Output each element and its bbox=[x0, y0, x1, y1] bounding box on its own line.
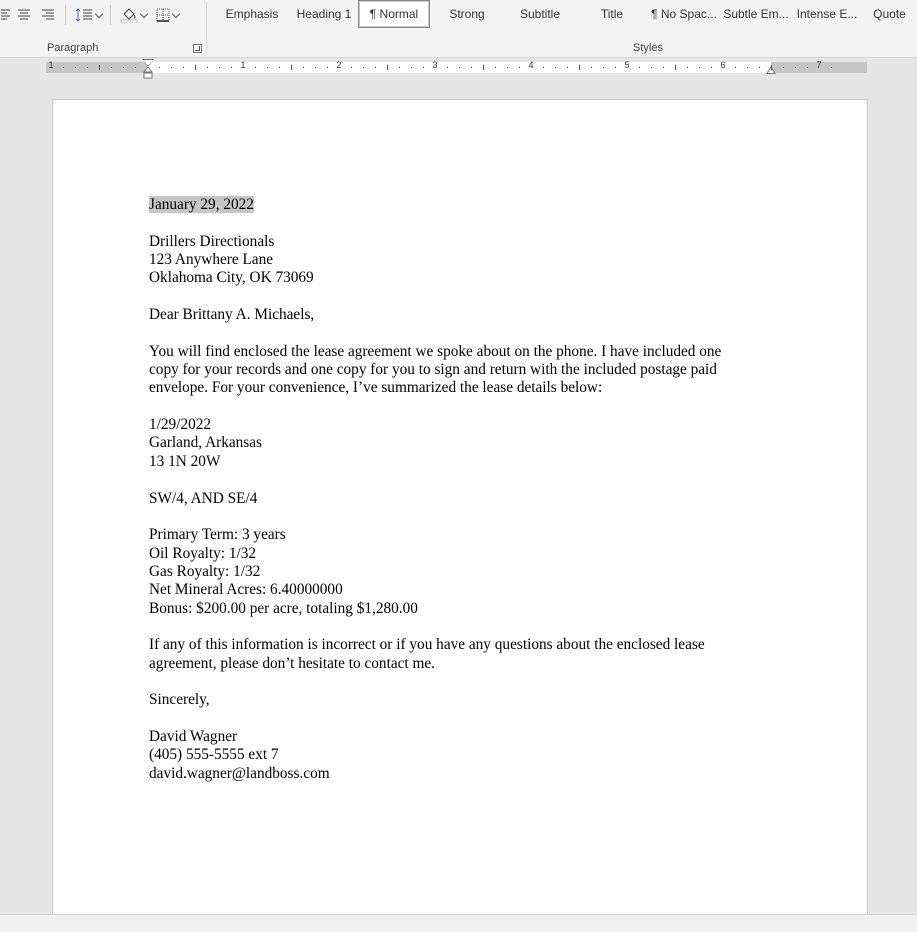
chevron-down-icon bbox=[171, 9, 179, 17]
ruler-tick bbox=[135, 67, 136, 68]
ruler-tick bbox=[183, 67, 184, 68]
align-center-icon bbox=[17, 9, 31, 21]
ruler-tick bbox=[423, 67, 424, 68]
ruler-tick bbox=[87, 67, 88, 68]
ruler-number: 4 bbox=[528, 60, 534, 70]
ruler-tick bbox=[783, 67, 784, 68]
ruler-number: 6 bbox=[720, 60, 726, 70]
ruler-tick bbox=[807, 67, 808, 68]
lease-section: 13 1N 20W bbox=[149, 452, 221, 470]
paragraph-group-label: Paragraph bbox=[47, 42, 99, 54]
ruler-tick bbox=[267, 67, 268, 68]
ruler-tick bbox=[123, 67, 124, 68]
ruler-bar bbox=[0, 59, 917, 79]
blank-line bbox=[149, 214, 789, 232]
document-page[interactable] bbox=[52, 99, 868, 932]
line-spacing-button[interactable] bbox=[71, 4, 105, 26]
ruler-tick bbox=[687, 67, 688, 68]
ruler-tick bbox=[699, 67, 700, 68]
ruler-tick bbox=[291, 65, 292, 70]
ruler-tick bbox=[63, 67, 64, 68]
chevron-down-icon bbox=[94, 9, 102, 17]
ruler-tick bbox=[675, 65, 676, 70]
ruler-tick bbox=[747, 67, 748, 68]
blank-line bbox=[149, 618, 789, 636]
ruler-tick bbox=[771, 65, 772, 70]
group-divider bbox=[206, 2, 207, 54]
style-emphasis[interactable]: Emphasis bbox=[225, 7, 279, 21]
ruler-tick bbox=[195, 65, 196, 70]
closing-paragraph-line: If any of this information is incorrect or if you have any questions about the enclosed lease bbox=[149, 636, 705, 654]
ruler-tick bbox=[315, 67, 316, 68]
lease-date: 1/29/2022 bbox=[149, 416, 212, 434]
lease-county: Garland, Arkansas bbox=[149, 434, 262, 452]
ruler-tick bbox=[219, 67, 220, 68]
ruler-tick bbox=[363, 67, 364, 68]
align-left-icon bbox=[1, 9, 11, 21]
recipient-company: Drillers Directionals bbox=[149, 232, 275, 250]
ruler-tick bbox=[411, 67, 412, 68]
blank-line bbox=[149, 398, 789, 416]
ruler-tick bbox=[279, 67, 280, 68]
style-normal[interactable]: ¶ Normal bbox=[358, 0, 430, 28]
ruler-number: 5 bbox=[624, 60, 630, 70]
ruler-tick bbox=[567, 67, 568, 68]
ruler-tick bbox=[639, 67, 640, 68]
style-subtitle[interactable]: Subtitle bbox=[519, 7, 561, 21]
shading-button[interactable] bbox=[116, 4, 150, 26]
ruler-tick bbox=[795, 67, 796, 68]
net-mineral-acres: Net Mineral Acres: 6.40000000 bbox=[149, 581, 343, 599]
ruler-tick bbox=[519, 67, 520, 68]
toolbar-divider bbox=[65, 5, 66, 25]
status-bar bbox=[0, 914, 917, 932]
ribbon bbox=[0, 0, 917, 58]
signer-phone: (405) 555-5555 ext 7 bbox=[149, 746, 279, 764]
align-center-button[interactable] bbox=[12, 4, 36, 26]
intro-paragraph-line: envelope. For your convenience, I’ve summarized the lease details below: bbox=[149, 379, 603, 397]
blank-line bbox=[149, 673, 789, 691]
salutation: Dear Brittany A. Michaels, bbox=[149, 306, 315, 324]
ruler-tick bbox=[459, 67, 460, 68]
first-line-indent-marker-fill bbox=[143, 60, 153, 66]
styles-group-label: Styles bbox=[633, 42, 663, 54]
ruler-tick bbox=[159, 67, 160, 68]
align-right-icon bbox=[41, 9, 55, 21]
letter-date[interactable]: January 29, 2022 bbox=[149, 196, 254, 213]
lease-tract: SW/4, AND SE/4 bbox=[149, 489, 258, 507]
ruler-tick bbox=[711, 67, 712, 68]
blank-line bbox=[149, 710, 789, 728]
ruler-tick bbox=[831, 67, 832, 68]
ruler-number: 3 bbox=[432, 60, 438, 70]
ruler-tick bbox=[603, 67, 604, 68]
ruler-number: 7 bbox=[816, 60, 822, 70]
ruler-tick bbox=[663, 67, 664, 68]
ruler-tick bbox=[555, 67, 556, 68]
ruler-tick bbox=[387, 65, 388, 70]
paragraph-toolbar-row bbox=[0, 4, 184, 26]
valediction: Sincerely, bbox=[149, 691, 210, 709]
paragraph-group bbox=[0, 0, 206, 58]
style-no-spacing[interactable]: ¶ No Spac... bbox=[651, 7, 717, 21]
ruler-number: 1 bbox=[240, 60, 246, 70]
recipient-street: 123 Anywhere Lane bbox=[149, 251, 274, 269]
style-title[interactable]: Title bbox=[600, 7, 624, 21]
document-body[interactable] bbox=[149, 196, 789, 783]
styles-gallery bbox=[214, 0, 917, 30]
ruler-tick bbox=[231, 67, 232, 68]
ruler-tick bbox=[303, 67, 304, 68]
paragraph-dialog-launcher-icon[interactable] bbox=[193, 44, 202, 53]
recipient-city: Oklahoma City, OK 73069 bbox=[149, 269, 314, 287]
ruler-tick bbox=[75, 67, 76, 68]
paint-bucket-icon bbox=[120, 7, 138, 23]
ruler-tick bbox=[495, 67, 496, 68]
toolbar-divider bbox=[110, 5, 111, 25]
ruler-tick bbox=[351, 67, 352, 68]
blank-line bbox=[149, 508, 789, 526]
ruler-tick bbox=[327, 67, 328, 68]
ruler-tick bbox=[483, 65, 484, 70]
ruler-tick bbox=[375, 67, 376, 68]
ruler-tick bbox=[651, 67, 652, 68]
blank-line bbox=[149, 471, 789, 489]
ruler-tick bbox=[543, 67, 544, 68]
borders-button[interactable] bbox=[150, 4, 184, 26]
signer-email: david.wagner@landboss.com bbox=[149, 764, 330, 782]
align-right-button[interactable] bbox=[36, 4, 60, 26]
closing-paragraph-line: agreement, please don’t hesitate to contact me. bbox=[149, 654, 435, 672]
signer-name: David Wagner bbox=[149, 727, 238, 745]
style-intense-emphasis[interactable]: Intense E... bbox=[796, 7, 858, 21]
ruler-tick bbox=[735, 67, 736, 68]
ruler-number: 2 bbox=[336, 60, 342, 70]
ruler-tick bbox=[447, 67, 448, 68]
style-quote[interactable]: Quote bbox=[873, 7, 906, 21]
ruler-tick bbox=[255, 67, 256, 68]
ruler-tick bbox=[507, 67, 508, 68]
blank-line bbox=[149, 324, 789, 342]
style-heading-1[interactable]: Heading 1 bbox=[296, 7, 352, 21]
line-spacing-icon bbox=[75, 8, 93, 22]
ruler-tick bbox=[615, 67, 616, 68]
ruler-tick bbox=[171, 67, 172, 68]
hanging-indent-marker[interactable] bbox=[143, 67, 153, 79]
ruler-tick bbox=[99, 65, 100, 70]
ruler-tick bbox=[759, 67, 760, 68]
ruler-tick bbox=[111, 67, 112, 68]
bonus: Bonus: $200.00 per acre, totaling $1,280.00 bbox=[149, 599, 418, 617]
letter-date-line bbox=[149, 196, 789, 214]
ruler-tick bbox=[591, 67, 592, 68]
ruler-tick bbox=[471, 67, 472, 68]
intro-paragraph-line: copy for your records and one copy for you to sign and return with the included postage paid bbox=[149, 361, 717, 379]
gas-royalty: Gas Royalty: 1/32 bbox=[149, 562, 261, 580]
style-strong[interactable]: Strong bbox=[449, 7, 485, 21]
chevron-down-icon bbox=[139, 9, 147, 17]
intro-paragraph-line: You will find enclosed the lease agreement we spoke about on the phone. I have included one bbox=[149, 342, 722, 360]
ruler-number: 1 bbox=[48, 60, 54, 70]
ruler-tick bbox=[207, 67, 208, 68]
align-left-button[interactable] bbox=[0, 4, 12, 26]
oil-royalty: Oil Royalty: 1/32 bbox=[149, 544, 257, 562]
style-subtle-emphasis[interactable]: Subtle Em... bbox=[723, 7, 789, 21]
ruler-tick bbox=[399, 67, 400, 68]
ruler-tick bbox=[579, 65, 580, 70]
borders-icon bbox=[156, 8, 170, 22]
horizontal-ruler[interactable] bbox=[46, 62, 867, 73]
primary-term: Primary Term: 3 years bbox=[149, 526, 286, 544]
blank-line bbox=[149, 288, 789, 306]
